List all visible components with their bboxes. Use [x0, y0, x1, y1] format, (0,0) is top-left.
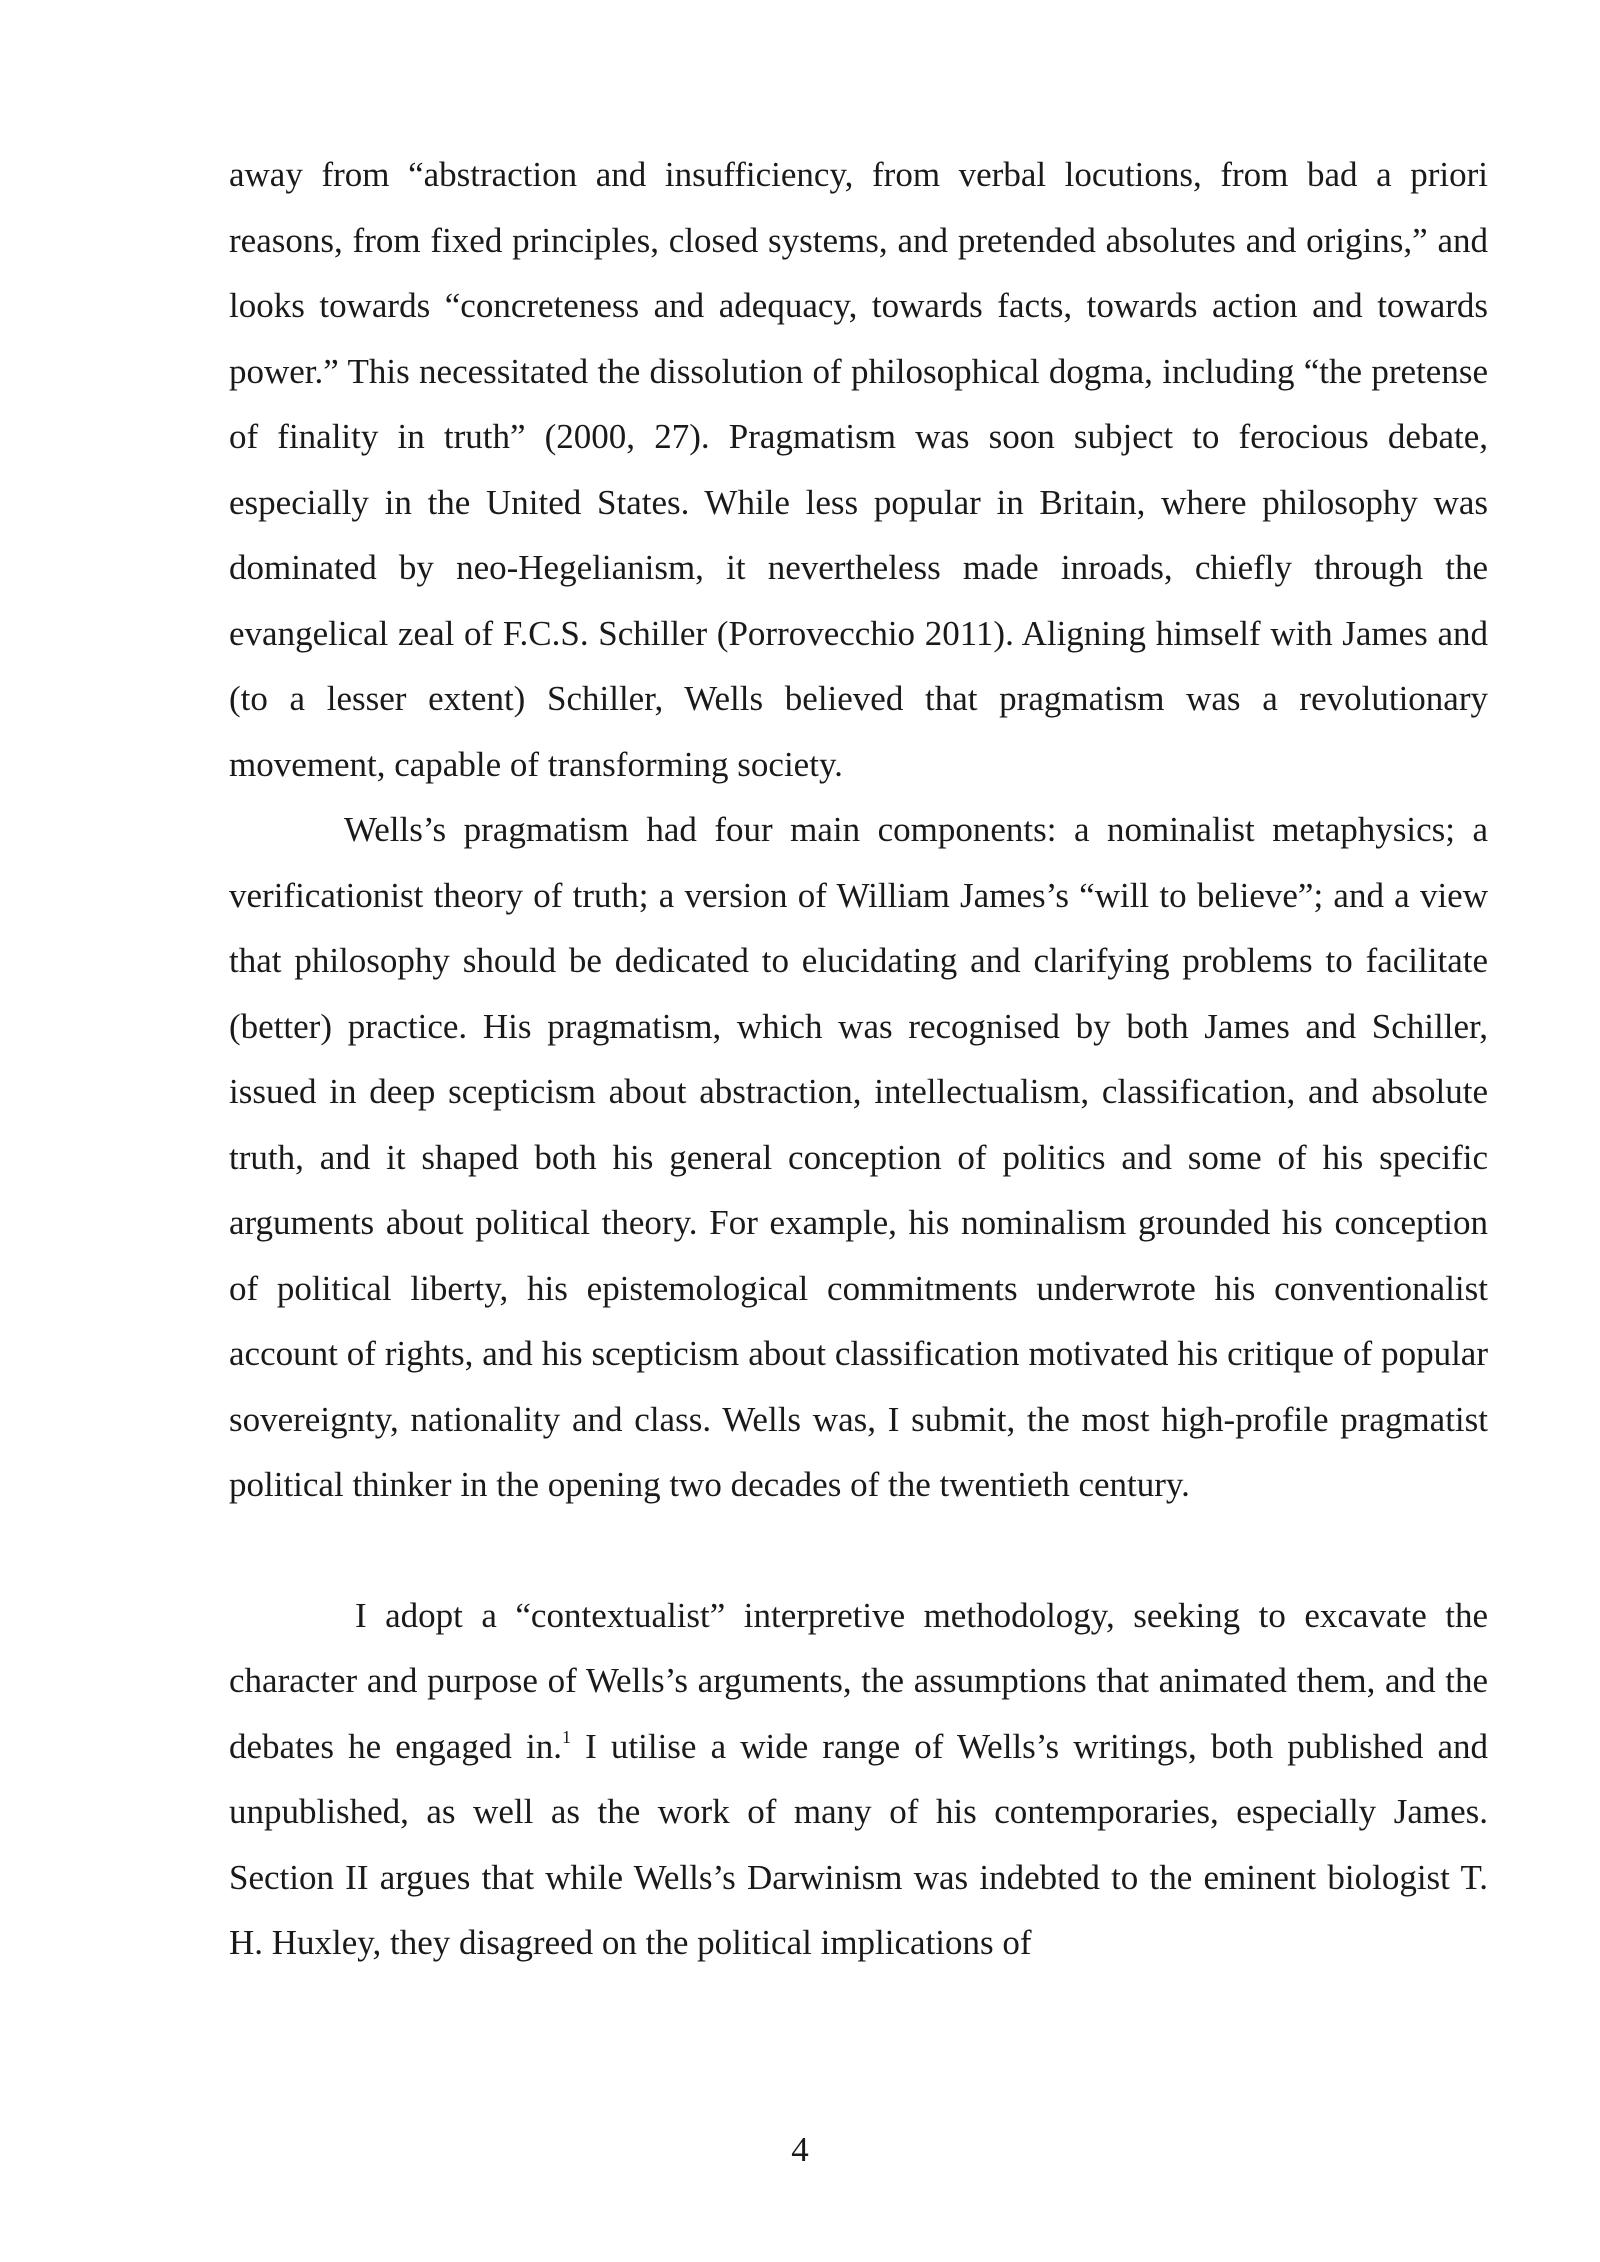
paragraph-spacer	[229, 1518, 1488, 1583]
body-paragraph-1: away from “abstraction and insufficiency, from verbal locutions, from bad a priori reasons, from fixed principles, closed systems, and pretended absolutes and origins,” and looks towards “concreteness and adequacy, towards facts, towards action and towards power.” This necessitated the dissolution of philosophical dogma, including “the pretense of finality in truth” (2000, 27). Pragmatism was soon subject to ferocious debate, especially in the United States. While less popular in Britain, where philosophy was dominated by neo-Hegelianism, it nevertheless made inroads, chiefly through the evangelical zeal of F.C.S. Schiller (Porrovecchio 2011). Aligning himself with James and (to a lesser extent) Schiller, Wells believed that pragmatism was a revolutionary movement, capable of transforming society.	[229, 155, 1488, 784]
page-number: 4	[791, 2130, 809, 2169]
footnote-marker[interactable]: 1	[561, 1726, 571, 1747]
document-page-body	[229, 142, 1488, 1976]
paragraph-3-text-start: I adopt a “contextualist” interpretive methodology, seeking to excavate the character and purpose of Wells’s arguments, the assumptions that animated them, and the debates he engaged in.	[229, 1595, 1488, 1766]
body-paragraph-2: Wells’s pragmatism had four main components: a nominalist metaphysics; a verificationist theory of truth; a version of William James’s “will to believe”; and a view that philosophy should be dedicated to elucidating and clarifying problems to facilitate (better) practice. His pragmatism, which was recognised by both James and Schiller, issued in deep scepticism about abstraction, intellectualism, classification, and absolute truth, and it shaped both his general conception of politics and some of his specific arguments about political theory. For example, his nominalism grounded his conception of political liberty, his epistemological commitments underwrote his conventionalist account of rights, and his scepticism about classification motivated his critique of popular sovereignty, nationality and class. Wells was, I submit, the most high-profile pragmatist political thinker in the opening two decades of the twentieth century.	[229, 810, 1488, 1504]
paragraph-3-text-end: I utilise a wide range of Wells’s writings, both published and unpublished, as well as the work of many of his contemporaries, especially James. Section II argues that while Wells’s Darwinism was indebted to the eminent biologist T. H. Huxley, they disagreed on the political implications of	[229, 1726, 1488, 1962]
body-paragraph-3	[229, 1583, 1488, 1976]
